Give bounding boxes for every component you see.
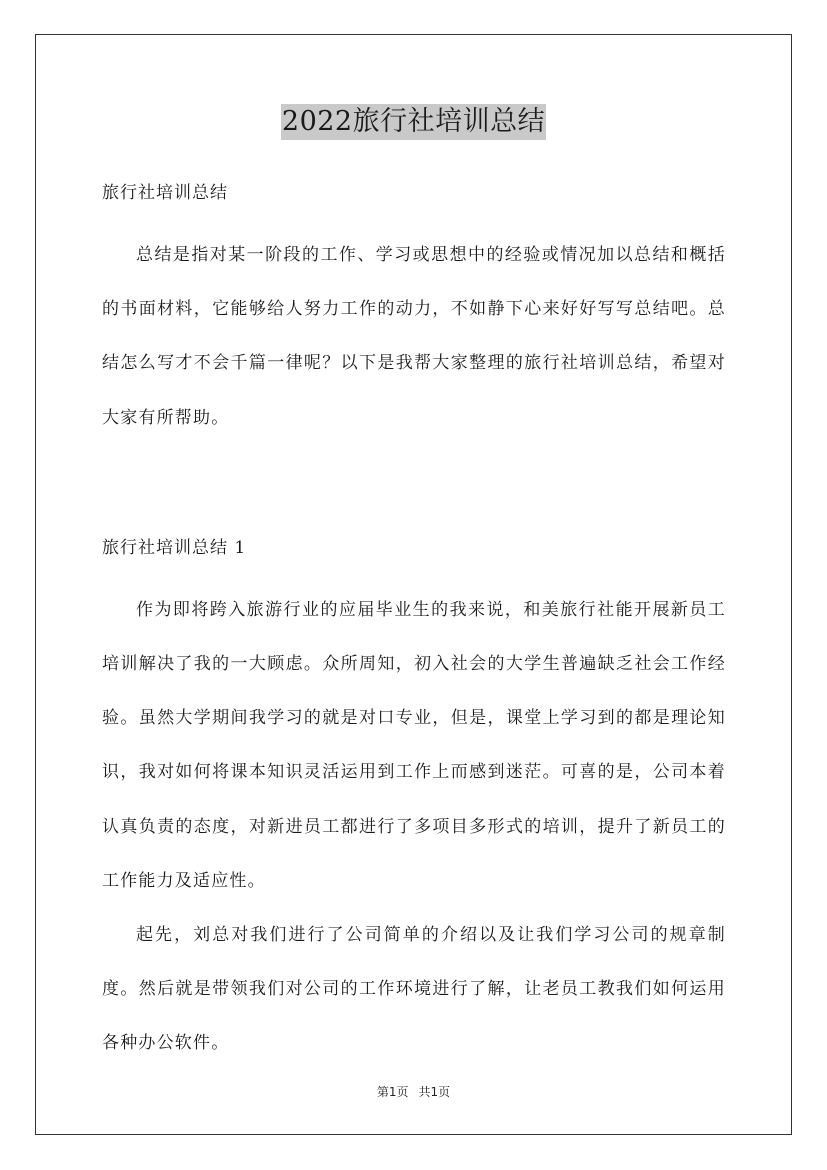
page-footer — [0, 1083, 827, 1101]
page-number: 第1页 — [376, 1085, 409, 1099]
title-container — [0, 104, 827, 140]
intro-paragraph: 总结是指对某一阶段的工作、学习或思想中的经验或情况加以总结和概括的书面材料，它能够给人努力工作的动力，不如静下心来好好写写总结吧。总结怎么写才不会千篇一律呢？以下是我帮大家整理的旅行社培训总结，希望对大家有所帮助。 — [102, 245, 726, 428]
document-title: 2022旅行社培训总结 — [281, 104, 546, 140]
page-total: 共1页 — [418, 1085, 451, 1099]
body-paragraph-2: 起先，刘总对我们进行了公司简单的介绍以及让我们学习公司的规章制度。然后就是带领我们对公司的工作环境进行了解，让老员工教我们如何运用各种办公软件。 — [102, 925, 726, 1054]
section-heading-1: 旅行社培训总结 1 — [102, 537, 247, 558]
body-paragraph-1: 作为即将跨入旅游行业的应届毕业生的我来说，和美旅行社能开展新员工培训解决了我的一大顾虑。众所周知，初入社会的大学生普遍缺乏社会工作经验。虽然大学期间我学习的就是对口专业，但是，课堂上学习到的都是理论知识，我对如何将课本知识灵活运用到工作上而感到迷茫。可喜的是，公司本着认真负责的态度，对新进员工都进行了多项目多形式的培训，提升了新员工的工作能力及适应性。 — [102, 599, 726, 891]
document-body — [102, 174, 726, 1071]
section-heading-intro: 旅行社培训总结 — [102, 183, 228, 203]
